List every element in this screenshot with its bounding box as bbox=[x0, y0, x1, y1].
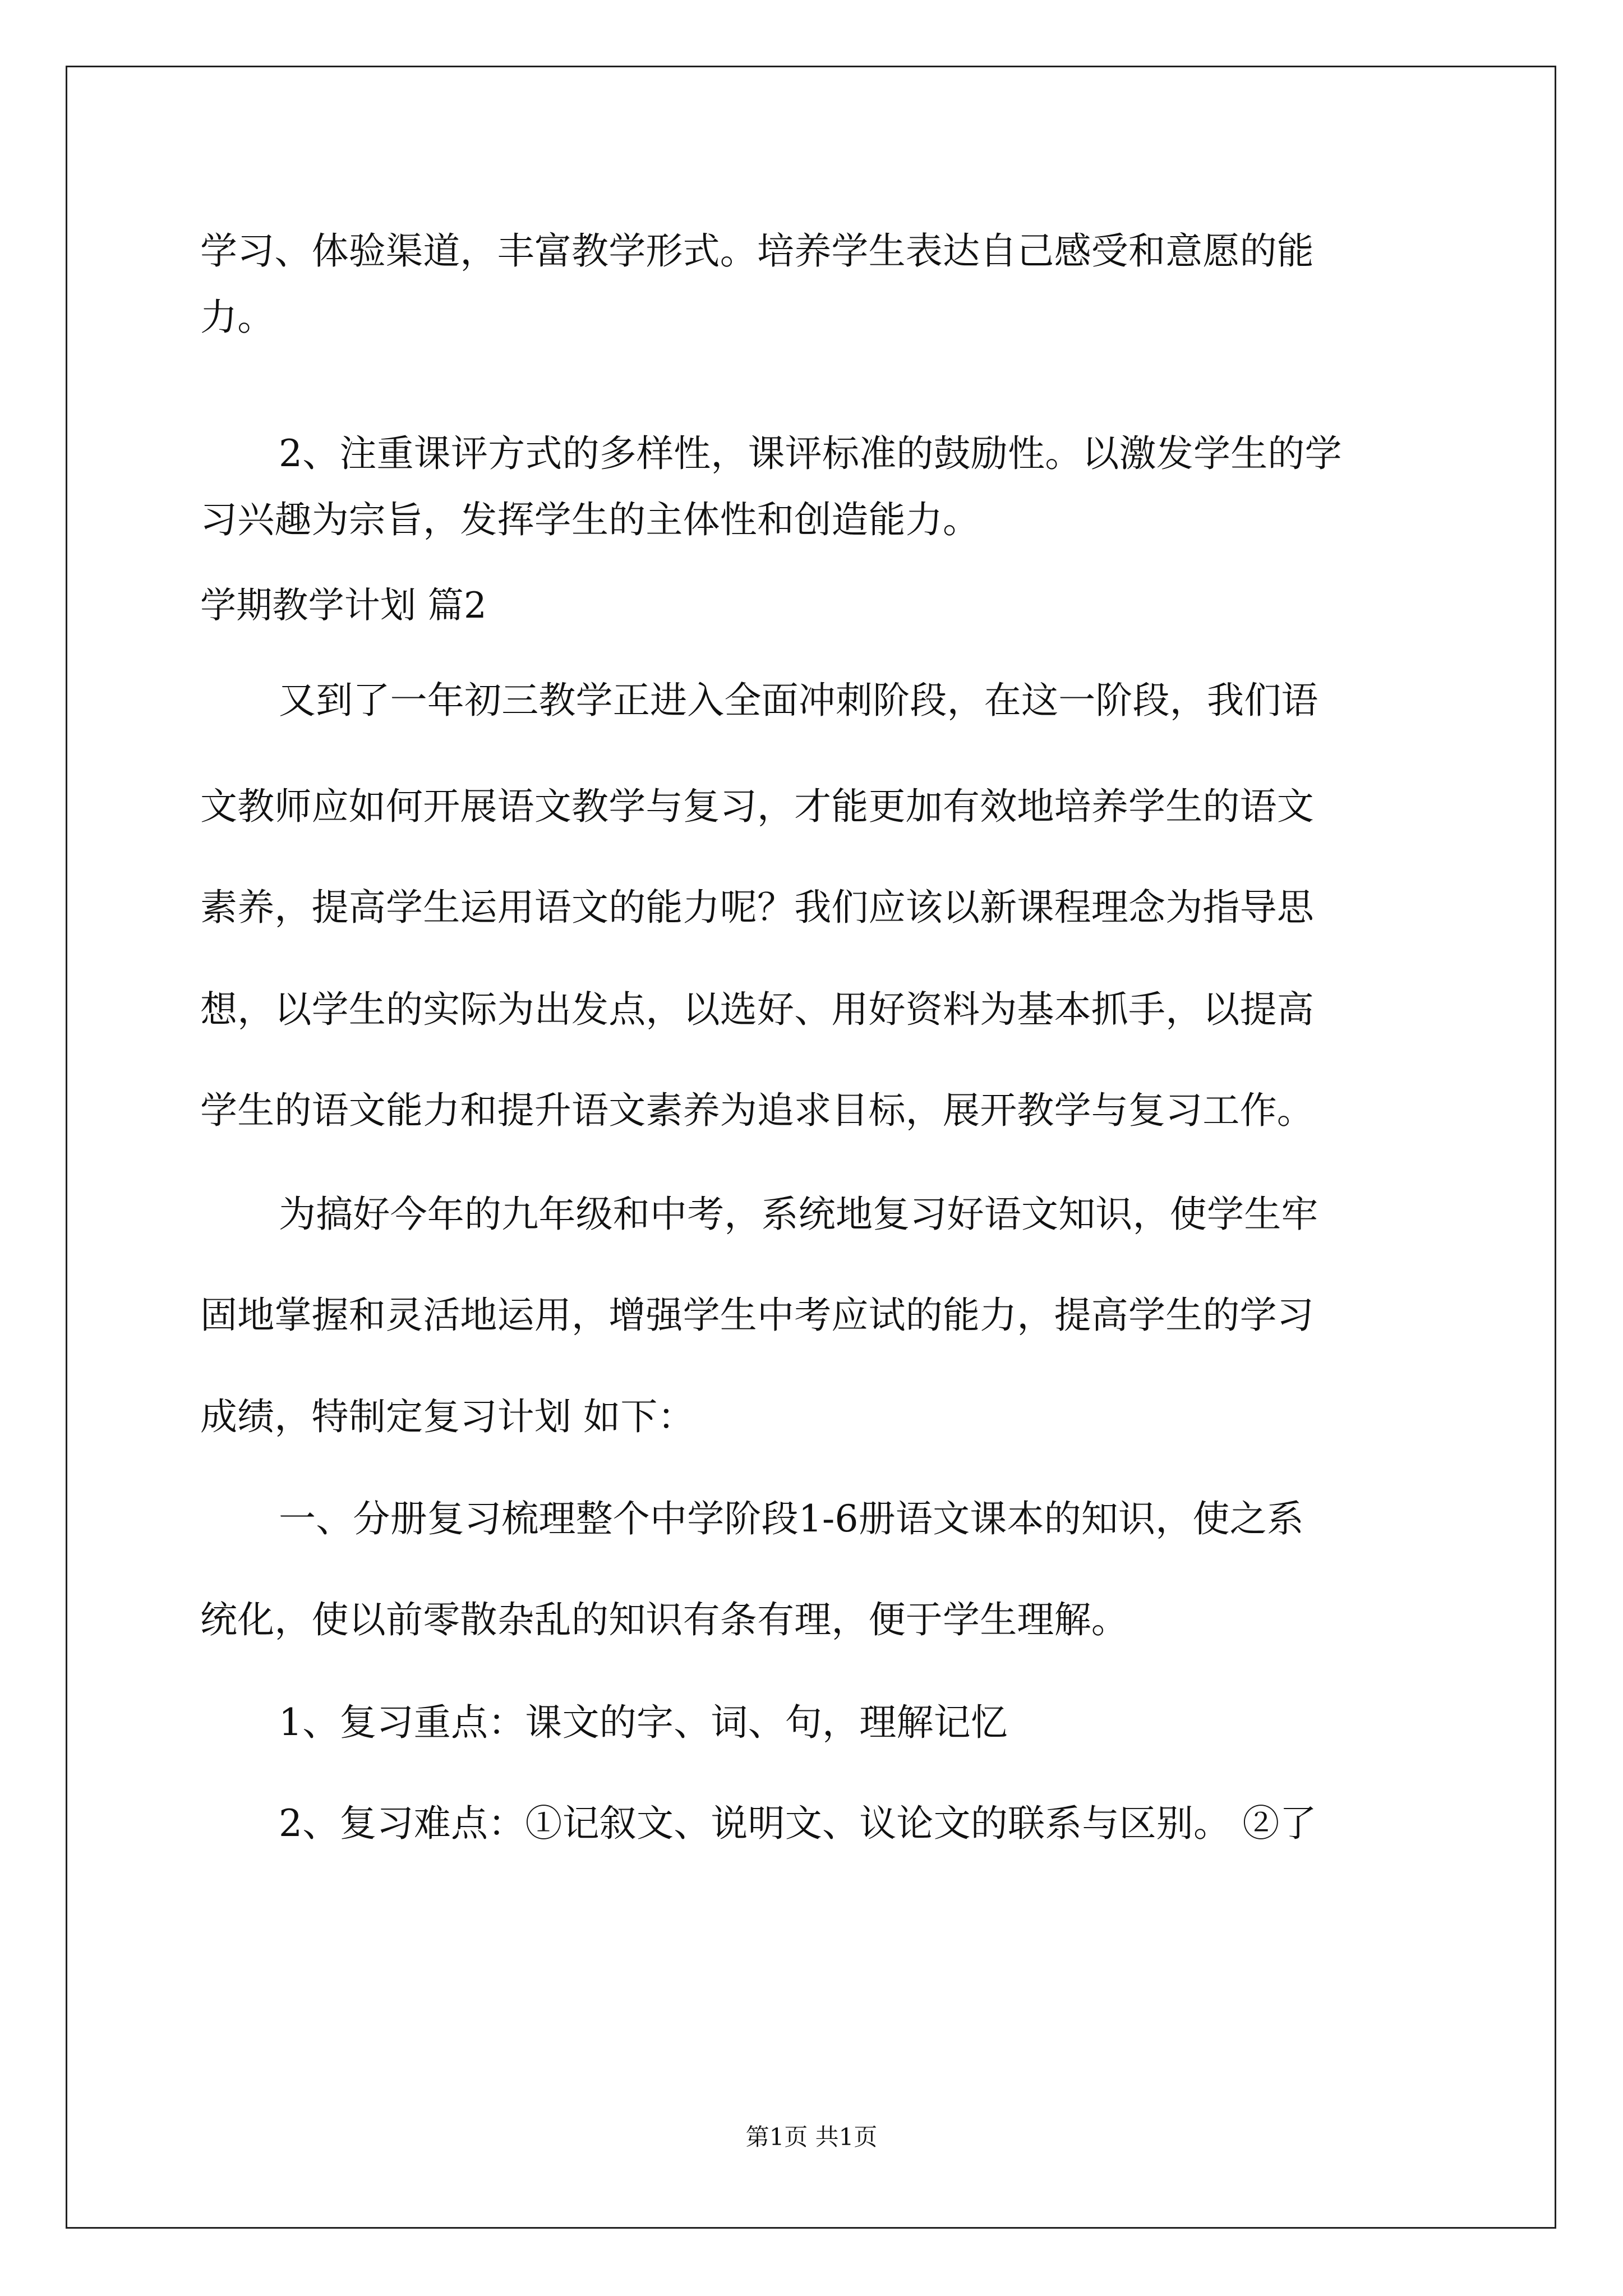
paragraph-line: 固地掌握和灵活地运用，增强学生中考应试的能力，提高学生的学习 bbox=[200, 1294, 1314, 1337]
paragraph-line: 统化，使以前零散杂乱的知识有条有理，便于学生理解。 bbox=[200, 1598, 1128, 1641]
paragraph-line: 2、注重课评方式的多样性，课评标准的鼓励性。以激发学生的学 bbox=[279, 432, 1342, 475]
paragraph-line: 又到了一年初三教学正进入全面冲刺阶段，在这一阶段，我们语 bbox=[279, 679, 1318, 722]
paragraph-line: 学习、体验渠道，丰富教学形式。培养学生表达自己感受和意愿的能 bbox=[200, 229, 1314, 273]
paragraph-line: 一、分册复习梳理整个中学阶段1-6册语文课本的知识，使之系 bbox=[279, 1497, 1304, 1540]
page-border bbox=[66, 66, 1556, 2229]
paragraph-line: 1、复习重点：课文的字、词、句，理解记忆 bbox=[279, 1701, 1008, 1744]
paragraph-line: 习兴趣为宗旨，发挥学生的主体性和创造能力。 bbox=[200, 498, 980, 541]
section-heading: 学期教学计划 篇2 bbox=[200, 585, 487, 627]
paragraph-line: 学生的语文能力和提升语文素养为追求目标，展开教学与复习工作。 bbox=[200, 1089, 1314, 1132]
paragraph-line: 2、复习难点：①记叙文、说明文、议论文的联系与区别。 ②了 bbox=[279, 1802, 1317, 1845]
paragraph-line: 文教师应如何开展语文教学与复习，才能更加有效地培养学生的语文 bbox=[200, 785, 1314, 828]
paragraph-line: 力。 bbox=[200, 296, 275, 339]
paragraph-line: 素养，提高学生运用语文的能力呢？我们应该以新课程理念为指导思 bbox=[200, 886, 1314, 929]
paragraph-line: 想，以学生的实际为出发点，以选好、用好资料为基本抓手，以提高 bbox=[200, 988, 1314, 1031]
paragraph-line: 成绩，特制定复习计划 如下： bbox=[200, 1395, 695, 1438]
page-footer: 第1页 共1页 bbox=[745, 2123, 878, 2151]
paragraph-line: 为搞好今年的九年级和中考，系统地复习好语文知识，使学生牢 bbox=[279, 1193, 1318, 1236]
